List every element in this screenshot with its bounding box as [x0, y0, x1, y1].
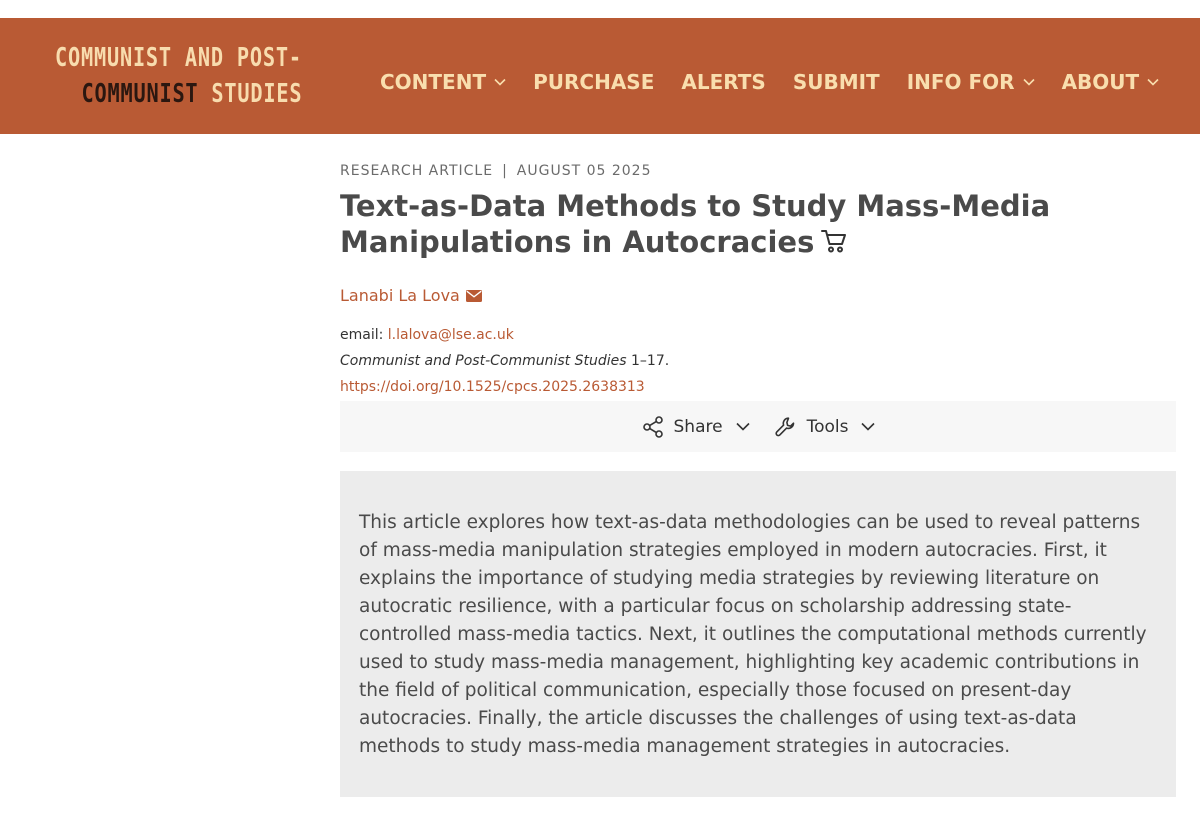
share-icon	[641, 415, 665, 439]
nav-purchase[interactable]	[533, 70, 654, 94]
nav-submit-label: SUBMIT	[792, 70, 880, 94]
nav-submit[interactable]	[793, 70, 880, 94]
article-details	[340, 322, 1176, 400]
shopping-cart-icon[interactable]	[820, 227, 848, 255]
envelope-icon[interactable]	[466, 290, 482, 302]
nav-content[interactable]	[380, 70, 506, 94]
logo-word-studies: STUDIES	[211, 79, 303, 109]
article-meta	[340, 160, 1176, 182]
author-line	[340, 286, 1176, 305]
doi-link[interactable]: https://doi.org/10.1525/cpcs.2025.2638313	[340, 379, 645, 395]
nav-about[interactable]	[1062, 70, 1160, 94]
nav-alerts-label: ALERTS	[681, 70, 766, 94]
nav-alerts[interactable]	[681, 70, 765, 94]
wrench-icon	[774, 415, 798, 439]
logo-line-1: COMMUNIST AND POST-	[55, 43, 302, 73]
article-type: RESEARCH ARTICLE	[340, 163, 494, 179]
article-header	[340, 160, 1176, 400]
nav-about-label: ABOUT	[1061, 70, 1140, 94]
main-nav	[380, 68, 1186, 96]
abstract-box	[340, 471, 1176, 797]
doi-line	[340, 374, 1176, 400]
site-header	[0, 18, 1200, 134]
tools-label: Tools	[806, 416, 849, 437]
chevron-down-icon	[1147, 78, 1159, 86]
chevron-down-icon	[494, 78, 506, 86]
article-title-text: Text-as-Data Methods to Study Mass-Media Manipulations in Autocracies	[340, 189, 1051, 259]
email-line	[340, 322, 1176, 348]
journal-name: Communist and Post-Communist Studies	[340, 353, 627, 369]
article-toolbar	[340, 401, 1176, 452]
meta-separator: |	[502, 163, 508, 179]
abstract-text: This article explores how text-as-data methodologies can be used to reveal patterns of mass-media manipulation strategies employed in modern autocracies. First, it explains the importance of studying media strategies by reviewing literature on autocratic resilience, with a particular focus on scholarship addressing state-controlled mass-media tactics. Next, it outlines the computational methods currently used to study mass-media management, highlighting key academic contributions in the field of political communication, especially those focused on present-day autocracies. Finally, the article discusses the challenges of using text-as-data methods to study mass-media management strategies in autocracies.	[359, 512, 1147, 757]
article-date: AUGUST 05 2025	[516, 163, 652, 179]
nav-info-for-label: INFO FOR	[906, 70, 1015, 94]
journal-logo[interactable]	[55, 40, 303, 112]
page-range: 1–17.	[631, 353, 670, 369]
nav-content-label: CONTENT	[380, 70, 487, 94]
author-name[interactable]: Lanabi La Lova	[340, 286, 460, 305]
share-dropdown[interactable]	[641, 415, 750, 439]
chevron-down-icon	[861, 422, 875, 431]
email-label: email:	[340, 327, 384, 343]
chevron-down-icon	[736, 422, 750, 431]
nav-purchase-label: PURCHASE	[533, 70, 655, 94]
article-title	[340, 188, 1176, 260]
chevron-down-icon	[1023, 78, 1035, 86]
share-label: Share	[673, 416, 723, 437]
nav-info-for[interactable]	[907, 70, 1035, 94]
logo-word-communist: COMMUNIST	[81, 79, 199, 109]
citation-line	[340, 348, 1176, 374]
tools-dropdown[interactable]	[774, 415, 876, 439]
logo-line-2	[55, 76, 303, 112]
author-email-link[interactable]: l.lalova@lse.ac.uk	[387, 327, 514, 343]
